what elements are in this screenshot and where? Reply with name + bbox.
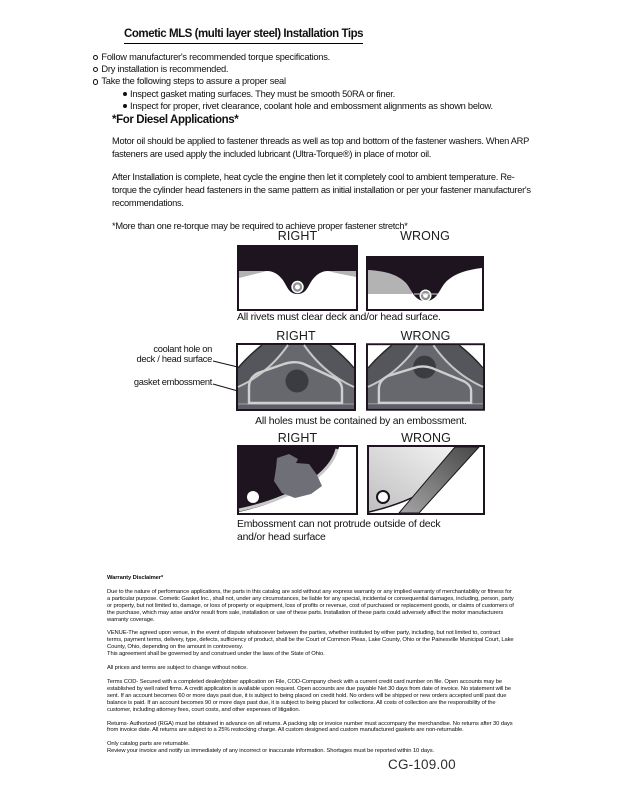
right-label-row2: RIGHT — [276, 329, 316, 343]
row2-caption: All holes must be contained by an embossment. — [255, 416, 467, 427]
installation-tips-section — [93, 24, 563, 113]
warranty-paragraph: Returns- Authorized (RGA) must be obtained in advance on all returns. A packing slip or invoice number must accompany the merchandise. No returns after 30 days from invoice date. All returns are subject to a 25% restocking charge. All custom designed and custom manufactured gaskets are non-returnable. — [107, 720, 513, 734]
tip-item — [93, 51, 563, 63]
warranty-paragraph: Terms COD- Secured with a completed dealer/jobber application on File, COD-Company check with a current credit card number on file. Open accounts may be established by well rated firms. A credit application is available upon request. Open accounts are due payable Net 30 days from date of invoice. No statement will be sent. If an account becomes 60 or more days past due, it is subject to being placed on credit hold. No orders will be shipped or new orders accepted until past due balance is paid. If an account becomes 90 or more days past due, it is subject to being placed for collections. All costs of collection are the responsibility of the customer, including attorney fees, court costs, and other expenses of litigation. — [107, 678, 512, 713]
warranty-paragraph: Due to the nature of performance applications, the parts in this catalog are sold without any express warranty or any implied warranty of merchantability or fitness for a particular purpose. Cometic Gasket Inc., shall not, under any circumstances, be liable for any special, incidental or consequential damages, including, person, party or property, but not limited to, damage, or loss of property or equipment, loss of profits or revenue, cost of purchased or replacement goods, or claims of customers of the purchase, which may arise and/or result from sale, installation or use of these parts. Installation of these parts could adversely affect the motor manufacturers warranty coverage. — [107, 588, 514, 623]
page-code: CG-109.00 — [388, 757, 456, 772]
tip-sub-item — [123, 88, 563, 100]
right-label-row3: RIGHT — [277, 431, 318, 445]
diesel-heading: *For Diesel Applications* — [112, 114, 239, 126]
row1-caption: All rivets must clear deck and/or head surface. — [237, 312, 441, 323]
wrong-label-row2: WRONG — [400, 329, 451, 343]
embossment-containment-right-diagram — [236, 343, 356, 411]
filled-bullet-icon — [123, 104, 127, 108]
open-bullet-icon — [93, 79, 98, 84]
bolt-hole-icon — [377, 491, 389, 503]
tip-text: Inspect for proper, rivet clearance, coolant hole and embossment alignments as shown below. — [130, 101, 493, 112]
tip-text: Follow manufacturer's recommended torque specifications. — [101, 51, 330, 62]
diesel-paragraph: Motor oil should be applied to fastener threads as well as top and bottom of the fastener washers. When ARP fasteners are used apply the included lubricant (Ultra-Torque®) in place of motor oil. — [112, 136, 529, 159]
row3-caption: Embossment can not protrude outside of deck and/or head surface — [237, 519, 441, 543]
coolant-hole-label: coolant hole on deck / head surface — [136, 344, 212, 364]
warranty-disclaimer-section — [107, 575, 514, 762]
warranty-paragraph: Review your invoice and notify us immediately of any incorrect or inaccurate information. Shortages must be reported within 10 days. — [107, 748, 435, 755]
wrong-label-row1: WRONG — [400, 229, 450, 243]
tip-text: Take the following steps to assure a proper seal — [101, 76, 286, 87]
rivet-clearance-right-diagram — [237, 245, 358, 311]
warranty-paragraph: VENUE-The agreed upon venue, in the event of dispute whatsoever between the parties, whether instituted by either party, including, but not limited to, contract terms, payment terms, delivery, type, defects, sufficiency of product, shall be the Court of Common Pleas, Lake County, Ohio or the Painesville Municipal Court, Lake County, Ohio, depending on the amount in controversy. — [107, 630, 514, 651]
tip-text: Inspect gasket mating surfaces. They must be smooth 50RA or finer. — [130, 88, 395, 99]
diesel-applications-section — [112, 114, 542, 243]
open-bullet-icon — [93, 55, 98, 60]
warranty-heading: Warranty Disclaimer* — [107, 575, 164, 581]
rivet-clearance-wrong-diagram — [366, 256, 484, 311]
tip-item — [93, 75, 563, 87]
filled-bullet-icon — [123, 92, 127, 96]
warranty-paragraph: Only catalog parts are returnable. — [107, 741, 190, 748]
open-bullet-icon — [93, 67, 98, 72]
embossment-protrusion-right-diagram — [237, 445, 358, 515]
warranty-paragraph: This agreement shall be governed by and construed under the laws of the State of Ohio. — [107, 651, 325, 658]
gasket-embossment-label: gasket embossment — [133, 377, 212, 387]
right-label-row1: RIGHT — [277, 229, 318, 243]
tip-item — [93, 63, 563, 75]
embossment-protrusion-wrong-diagram — [367, 445, 485, 515]
diesel-paragraph: *More than one re-torque may be required to achieve proper fastener stretch* — [112, 221, 408, 231]
tip-text: Dry installation is recommended. — [101, 63, 229, 74]
wrong-label-row3: WRONG — [401, 431, 451, 445]
bolt-hole-icon — [247, 491, 259, 503]
embossment-containment-wrong-diagram — [366, 343, 485, 411]
page-title: Cometic MLS (multi layer steel) Installation Tips — [124, 28, 363, 44]
coolant-hole-icon — [286, 370, 309, 393]
tip-sub-item — [123, 100, 563, 112]
warranty-paragraph: All prices and terms are subject to change without notice. — [107, 665, 248, 672]
diesel-paragraph: After Installation is complete, heat cycle the engine then let it completely cool to ambient temperature. Re-torque the cylinder head fasteners in the same pattern as initial installation or per your fastener manufacturer's recommendations. — [112, 172, 531, 208]
